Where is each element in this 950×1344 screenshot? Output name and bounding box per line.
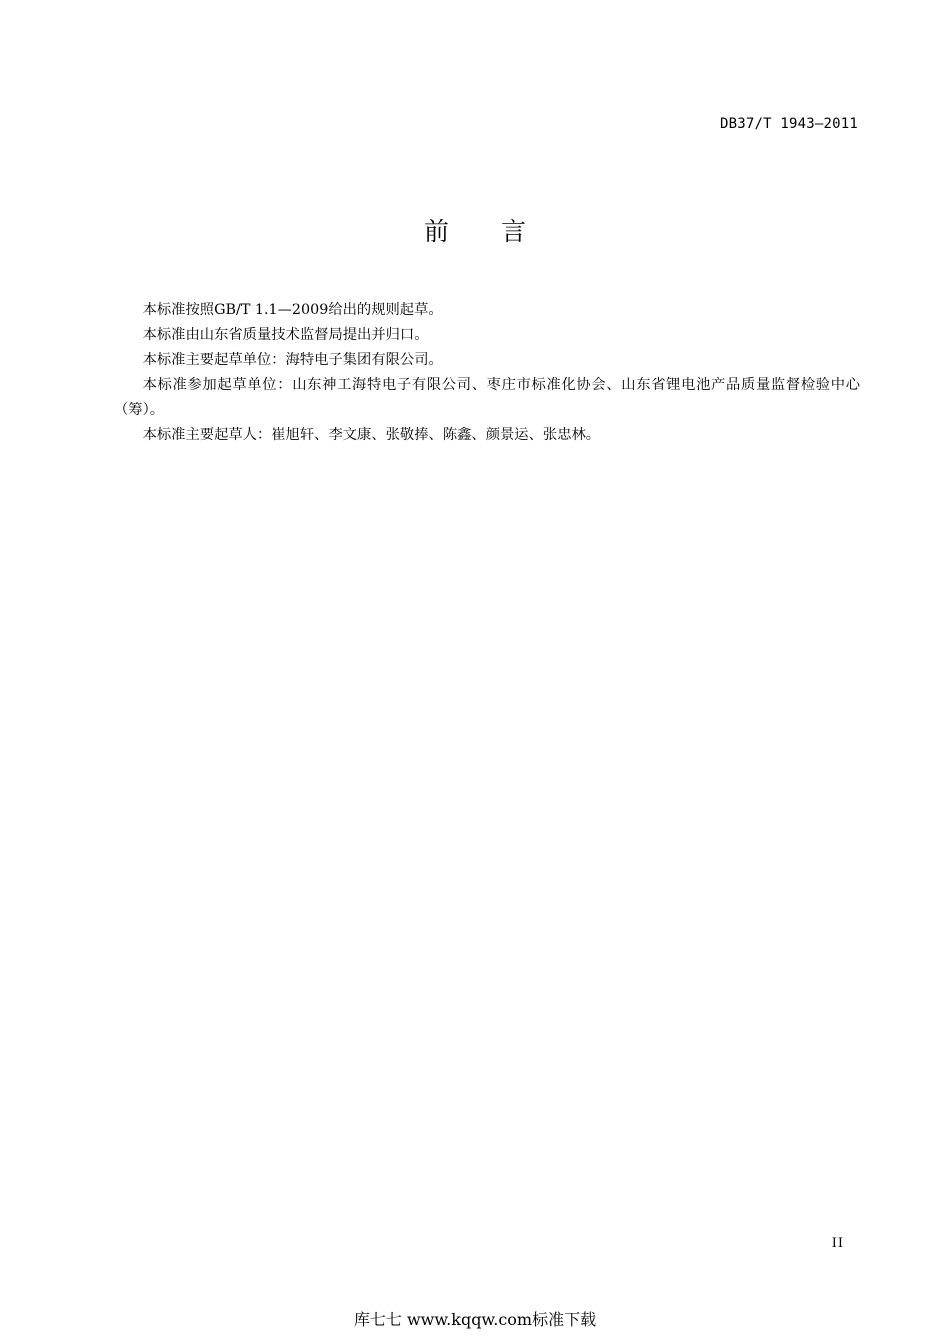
paragraph-drafters: 本标准主要起草人：崔旭轩、李文康、张敬捧、陈鑫、颜景运、张忠林。 bbox=[142, 427, 601, 443]
page-title: 前言 bbox=[423, 217, 578, 246]
document-code: DB37/T 1943—2011 bbox=[719, 116, 858, 132]
paragraph-proposer: 本标准由山东省质量技术监督局提出并归口。 bbox=[142, 327, 429, 343]
paragraph-participating-units: 本标准参加起草单位：山东神工海特电子有限公司、枣庄市标准化协会、山东省锂电池产品质量监督检验中心（筹）。 bbox=[114, 377, 860, 418]
watermark-text: 库七七 www.kqqw.com标准下载 bbox=[353, 1310, 597, 1329]
page-number: II bbox=[831, 1236, 844, 1251]
foreword-body bbox=[114, 298, 860, 448]
paragraph-drafting-rules: 本标准按照GB/T 1.1—2009给出的规则起草。 bbox=[142, 302, 443, 318]
paragraph-main-drafting-unit: 本标准主要起草单位：海特电子集团有限公司。 bbox=[142, 352, 443, 368]
